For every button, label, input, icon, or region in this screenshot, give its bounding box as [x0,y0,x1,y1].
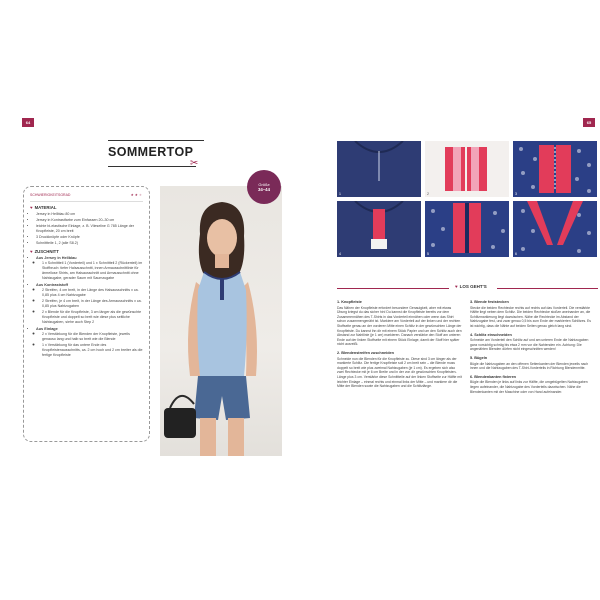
list-item: • 3 Druckknöpfe oder Knöpfe [36,235,143,240]
step-heading: 6. Blendenkanten fixieren [470,374,516,379]
list-item: ◦ 1 x Verstärkung für das untere Ende des Knopfleistenausschnitts, ca. 2 cm hoch und 2 cm breiter als die fertige Knopfleiste [42,343,143,358]
list-item [36,256,143,281]
los-gehts-banner [337,283,598,293]
list-item: • Jersey in Kontrastfarbe zum Einfassen 20–30 cm [36,218,143,223]
difficulty-label: SCHWIERIGKEITSGRAD [30,193,71,197]
banner-rule-left [337,288,449,289]
material-heading: ♥ MATERIAL [30,205,57,210]
heart-icon: ♥ [30,205,33,210]
model-illustration [160,186,282,456]
step-block [470,375,595,394]
step-text: Bügle die Nahtzugaben an den offenen Seitenkanten der Blenden jeweils nach innen und die Nahtzugaben des T-Shirt-Vorderteils in Richtung Blendenmitte. [470,361,589,371]
list-item: ◦ 1 x Schnittteil 1 (Vorderteil) und 1 x Schnittteil 2 (Rückenteil) im Stoffbruch: tiefer Halsausschnitt, innen Armausschnittlinie für ärmellose Shirts, am Halsausschnitt und Armausschnitt ohne Nahtzugabe, gerader Saum mit Saumzugabe [42,261,143,281]
step-heading: 5. Bügeln [470,355,488,360]
list-item: ◦ 2 x Blende für die Knopfleiste, 3 cm länger als die gewünschte Knopfleiste und doppelt so breit wie diese plus seitliche Nahtzugaben, siehe auch Step 2 [42,310,143,325]
step-block [337,351,462,389]
title-underline [108,166,196,167]
page-number-left: 64 [22,118,34,127]
step-photo-6 [513,201,597,257]
zuschnitt-heading: ♥ ZUSCHNITT [30,249,59,254]
photo-number: 2 [427,192,429,196]
size-badge-label: Größe [258,182,270,187]
list-item: ◦ 2 Streifen, 4 cm breit, in der Länge des Halsausschnitts x ca. 0,85 plus 4 cm Nahtzugabe [42,288,143,298]
list-item: • Jersey in Hellblau 80 cm [36,212,143,217]
heart-icon: ♥ [455,284,458,289]
instructions-column-right [470,300,595,398]
material-card [23,186,150,442]
title-top-rule [108,140,204,141]
instructions-column-left [337,300,462,393]
photo-number: 3 [515,192,517,196]
list-item [36,327,143,358]
list-item [36,283,143,325]
star-filled-icon: ★ [134,193,139,197]
step-block [470,300,595,329]
step-photo-2 [425,141,509,197]
photo-number: 1 [339,192,341,196]
size-badge [247,170,281,204]
star-empty-icon: ★ [138,193,143,197]
step-photo-5 [425,201,509,257]
group-title: • Aus Jersey in Hellblau [36,256,77,260]
photo-number: 6 [515,252,517,256]
list-item: ◦ 2 x Verstärkung für die Blenden der Knopfleiste, jeweils genauso lang und halb so breit wie die Blende [42,332,143,342]
group-title: • Aus Kontraststoff [36,283,69,287]
step-text: Stecke die beiden Rechtecke rechts auf rechts auf das Vorderteil. Die verstärkte Hälfte liegt neben dem Schlitz. Die beiden Rechtecke stoßen aneinander an, die Schlitzmarkierung liegt dazwischen. Nähe die Rechtecke im Abstand der Nahtzugabe fest, und zwar genau 0,5 bis zum Ende der markierten Schlitzes. Es ist wichtig, dass die Nähte auf beiden Seiten genau gleich lang sind. [470,305,591,328]
banner-rule-right [497,288,598,289]
step-photo-grid [337,141,598,267]
step-text: Das Nähen der Knopfleiste erfordert besondere Genauigkeit, aber mit etwas Übung kriegst du das sicher hin! Du kannst die Knopfleiste bereits vor dem Zusammennähen des T-Shirts in das Vorderteil einnähen oder wenn das Shirt schon zusammengenäht ist. Markiere am Vorderteil auf der linken und der rechten Stoffseite genau an der vorderen Mitte einen Schlitz in der gewünschten Länge der Knopfleiste. Du kannst ihn dir mit einem Stück Papier und um den Schlitz auch den Abstand zur Nahtlinie (je 1 cm) markieren. Danach verstärke den Stoff am unteren Ende auf der linken Stoffseite mit einem Stück Einlage, damit der Stoff hier später nicht ausreißt. [337,305,462,347]
step-photo-1 [337,141,421,197]
star-filled-icon: ★ [130,193,135,197]
step-text: Schneide am Vorderteil den Schlitz auf und am unteren Ende die Nahtzugaben ganz vorsichtig schräg bis etwa 2 mm vor die Nahtenden ein. Achtung: Die angenähten Blenden dürfen nicht eingeschnitten werden! [470,338,589,352]
size-badge-range: 34–44 [258,187,270,192]
photo-number: 5 [427,252,429,256]
zuschnitt-list [30,256,143,358]
step-photo-3 [513,141,597,197]
list-item: ◦ 2 Streifen, je 4 cm breit, in der Länge des Armausschnitts x ca. 0,85 plus Nahtzugaben [42,299,143,309]
page-number-right: 65 [583,118,595,127]
title-block [108,140,204,159]
heart-icon: ♥ [30,249,33,254]
step-text: Bügle die Blenden je links auf links zur Hälfte, die umgebügelten Nahtzugaben liegen aufeinander, die Nahtzugabe des Vorderteils dazwischen. Nähe die Blendenkanten mit der Maschine oder von Hand aufeinander. [470,380,588,394]
step-heading: 1. Knopfleiste [337,300,362,304]
photo-number: 4 [339,252,341,256]
banner-title: ♥ LOS GEHT'S [455,284,487,289]
step-block [470,356,595,371]
page-title: SOMMERTOP [108,145,194,159]
step-block [470,333,595,352]
difficulty-row [30,193,143,202]
list-item: • Schnittteile 1, 2 (alle S8.2) [36,241,143,246]
scissors-icon: ✂ [190,158,199,169]
step-block [337,300,462,347]
step-photo-4 [337,201,421,257]
list-item: • leichte bi-elastische Einlage, z. B. Vlieseline G 785 Länge der Knopfleiste, 20 cm breit [36,224,143,234]
model-photo [160,186,282,456]
step-text: Schneide nun die Blenden für die Knopfleiste zu. Diese sind 3 cm länger als der markierte Schlitz. Die fertige Knopfleiste soll 2 cm breit sein – die Blende muss doppelt so breit wie plus zweimal Nahtzugaben (je 1 cm). Es ergeben sich also zwei Rechtecke mit je 6 cm Breite und in der von dir gewünschten Knopfleisten-Länge plus 3 cm. Verstärke diese Schnittteile auf der linken Stoffseite zur Hälfte mit leichter Einlage – einmal rechts und einmal links der Mitte – und markiere dir die Mitte der Blenden sowie die Nahtzugaben und die Schlitzlänge. [337,356,462,389]
step-heading: 3. Blende feststecken [470,300,509,304]
step-heading: 2. Blendenstreifen zuschneiden [337,350,394,355]
material-list [30,212,143,246]
group-title: • Aus Einlage [36,327,58,331]
step-heading: 4. Schlitz einschneiden [470,332,512,337]
difficulty-stars [131,193,143,198]
